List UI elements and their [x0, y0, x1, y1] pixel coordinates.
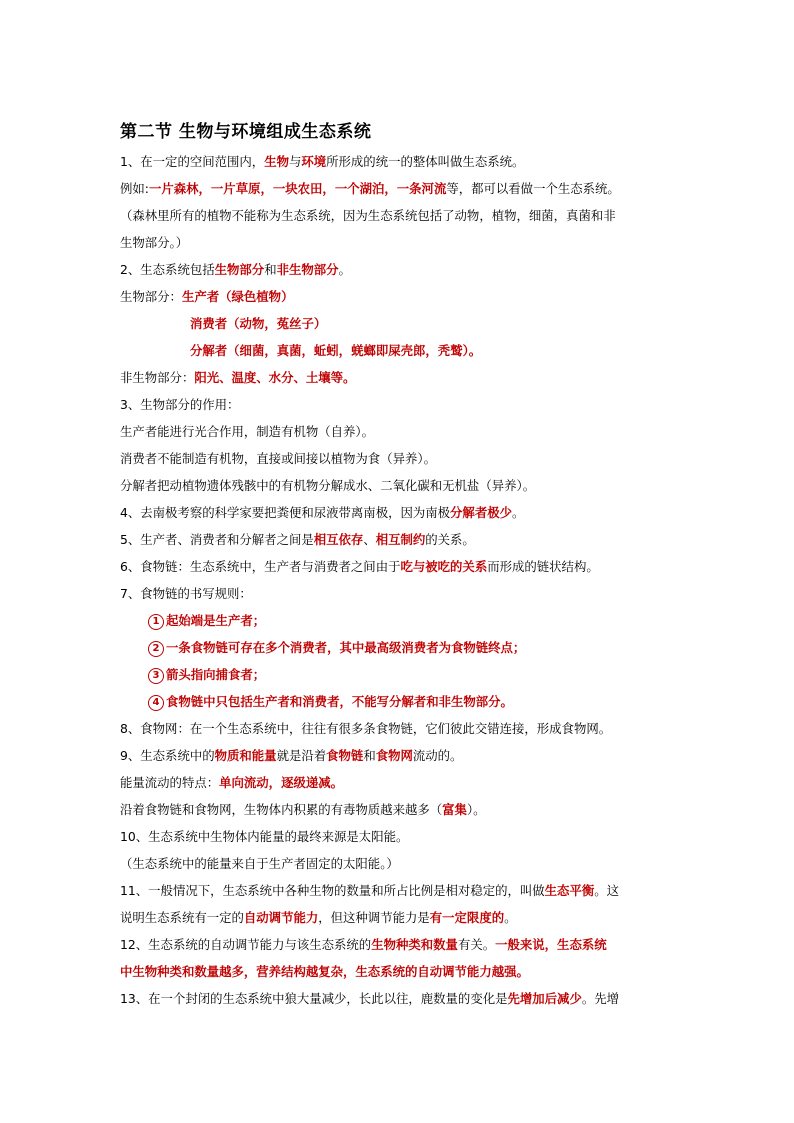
paragraph-line: 9、生态系统中的物质和能量就是沿着食物链和食物网流动的。 [120, 748, 463, 763]
paragraph-line: 消费者不能制造有机物，直接或间接以植物为食（异养）。 [120, 451, 436, 466]
paragraph-line: 10、生态系统中生物体内能量的最终来源是太阳能。 [120, 829, 409, 844]
paragraph-line: （生态系统中的能量来自于生产者固定的太阳能。） [120, 856, 399, 871]
paragraph-line: 能量流动的特点：单向流动，逐级递减。 [120, 775, 344, 790]
paragraph-line: 2、生态系统包括生物部分和非生物部分。 [120, 262, 351, 277]
paragraph-line: 11、一般情况下，生态系统中各种生物的数量和所占比例是相对稳定的，叫做生态平衡。这 [120, 883, 620, 898]
paragraph-line: 生物部分：生产者（绿色植物） [120, 289, 294, 304]
circled-number: 4 [148, 695, 164, 711]
paragraph-line: 分解者把动植物遗体残骸中的有机物分解成水、二氧化碳和无机盐（异养）。 [120, 478, 536, 493]
paragraph-line: 非生物部分：阳光、温度、水分、土壤等。 [120, 370, 356, 385]
rule-item: 3 箭头指向捕食者； [120, 661, 700, 688]
paragraph-line: 6、食物链：生态系统中，生产者与消费者之间由于吃与被吃的关系而形成的链状结构。 [120, 559, 599, 574]
rule-item: 1 起始端是生产者； [120, 607, 700, 634]
circled-number: 3 [148, 668, 164, 684]
paragraph-line: 1、在一定的空间范围内，生物与环境所形成的统一的整体叫做生态系统。 [120, 154, 525, 169]
paragraph-line: 7、食物链的书写规则： [120, 586, 252, 601]
paragraph-line: 8、食物网：在一个生态系统中，往往有很多条食物链，它们彼此交错连接，形成食物网。 [120, 721, 612, 736]
paragraph-line: 中生物种类和数量越多，营养结构越复杂，生态系统的自动调节能力越强。 [120, 964, 529, 979]
circled-number: 2 [148, 641, 164, 657]
document-page [120, 118, 700, 1012]
paragraph-line: 沿着食物链和食物网，生物体内积累的有毒物质越来越多（富集）。 [120, 802, 486, 817]
paragraph-line: 说明生态系统有一定的自动调节能力，但这种调节能力是有一定限度的。 [120, 910, 517, 925]
paragraph-line: 分解者（细菌，真菌，蚯蚓，蜣螂即屎壳郎，秃鹫）。 [190, 343, 482, 358]
paragraph-line: 生产者能进行光合作用，制造有机物（自养）。 [120, 424, 375, 439]
paragraph-line: 12、生态系统的自动调节能力与该生态系统的生物种类和数量有关。一般来说，生态系统 [120, 937, 607, 952]
circled-number: 1 [148, 614, 164, 630]
paragraph-line: 5、生产者、消费者和分解者之间是相互依存、相互制约的关系。 [120, 532, 475, 547]
paragraph-line: （森林里所有的植物不能称为生态系统，因为生态系统包括了动物，植物，细菌，真菌和非 [120, 208, 616, 223]
paragraph-line: 消费者（动物，菟丝子） [190, 316, 327, 331]
paragraph-line: 例如:一片森林，一片草原，一块农田，一个湖泊，一条河流等，都可以看做一个生态系统。 [120, 181, 620, 196]
paragraph-line: 4、去南极考察的科学家要把粪便和尿液带离南极，因为南极分解者极少。 [120, 505, 525, 520]
paragraph-line: 生物部分。） [120, 235, 189, 250]
paragraph-line: 3、生物部分的作用： [120, 397, 240, 412]
rule-item: 2 一条食物链可存在多个消费者，其中最高级消费者为食物链终点； [120, 634, 700, 661]
rule-item: 4 食物链中只包括生产者和消费者，不能写分解者和非生物部分。 [120, 688, 700, 715]
paragraph-line: 13、在一个封闭的生态系统中狼大量减少，长此以往，鹿数量的变化是先增加后减少。先增 [120, 991, 620, 1006]
section-title: 第二节 生物与环境组成生态系统 [120, 122, 372, 142]
